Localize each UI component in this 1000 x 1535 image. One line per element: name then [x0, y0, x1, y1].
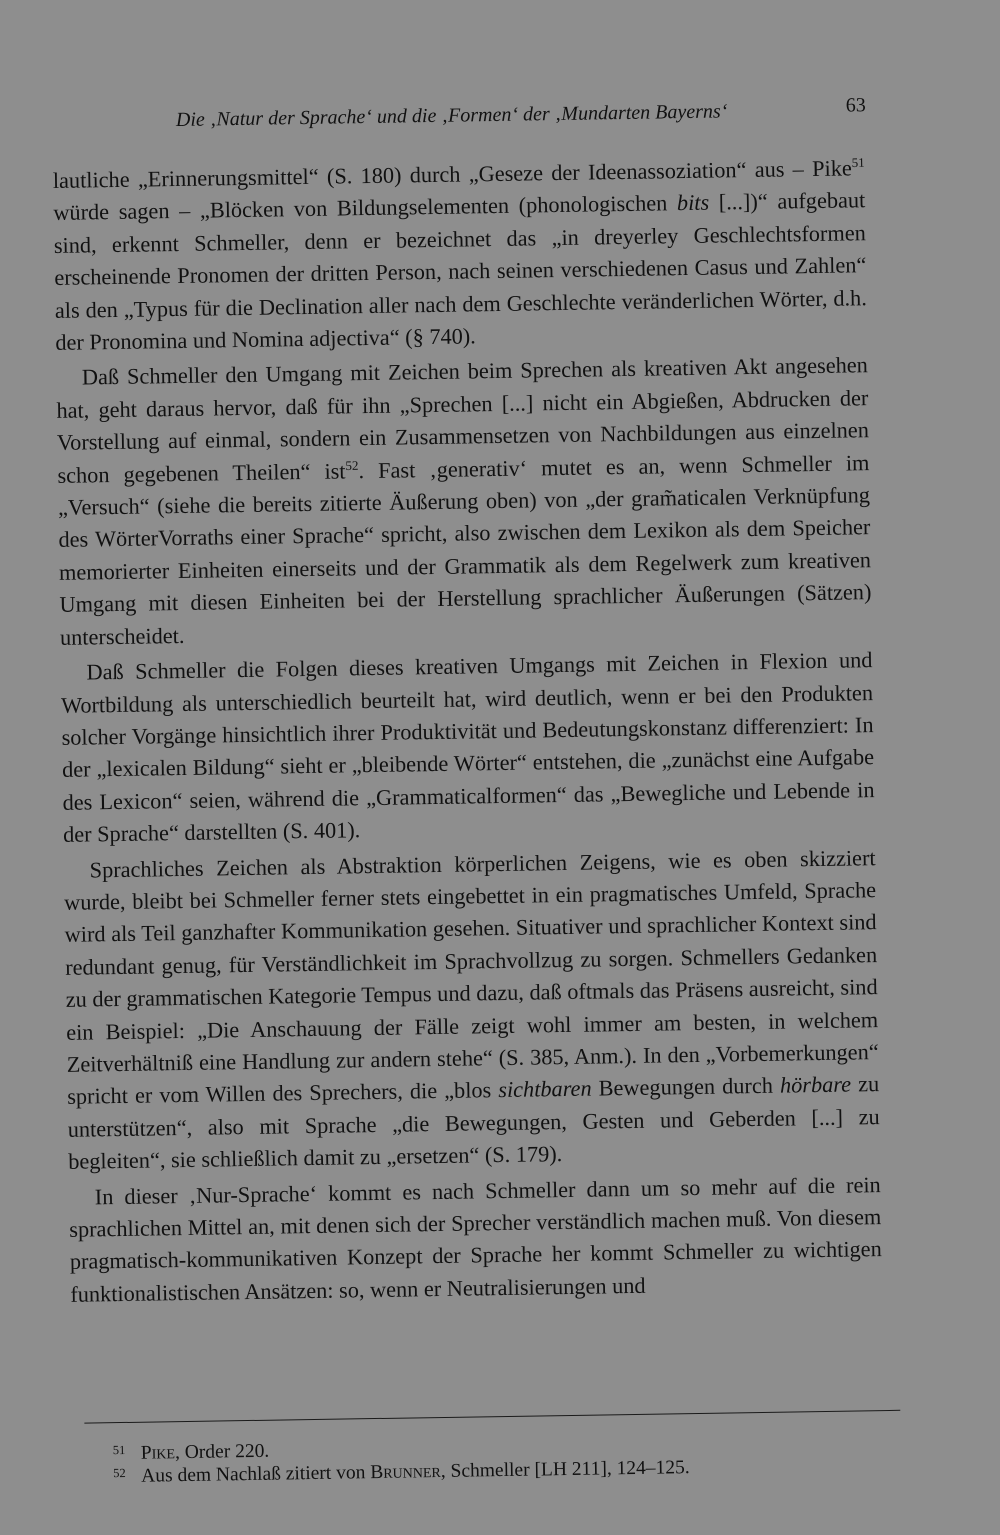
paragraph-2	[56, 350, 872, 654]
footnote-divider	[84, 1410, 900, 1424]
footnote-ref-51: 51	[851, 154, 865, 170]
paragraph-1-italic-bits: bits	[676, 190, 710, 216]
paragraph-1	[53, 152, 868, 359]
paragraph-4	[63, 842, 880, 1179]
paragraph-1-text-b: würde sagen – „Blöcken von Bildungselementen (phonologischen	[53, 190, 678, 226]
paragraph-1-text-a: lautliche „Erinnerungsmittel“ (S. 180) durch „Geseze der Ideenassoziation“ aus – Pike	[52, 155, 852, 193]
footnote-number: 52	[113, 1465, 126, 1481]
paragraph-2-text-a: Daß Schmeller den Umgang mit Zeichen beim Sprechen als kreativen Akt angesehen hat, geht daraus hervor, daß für ihn „Sprechen [...] nicht ein Abgießen, Abdrucken der Vorstellung auf einmal, sondern ein Zusammensetzen von Nachbildungen aus einzelnen schon gegebenen Theilen“ ist	[56, 352, 870, 488]
paragraph-1-text-d: [...])“ aufgebaut sind, erkennt Schmeller, denn er bezeichnet das „in dreyerley Geschlechtsformen erscheinende Pronomen der dritten Person, nach seinen verschiedenen Casus und Zahlen“ als den „Typus für die Declination aller nach dem Geschlechte veränderlichen Wörter, d.h. der Pronomina und Nomina adjectiva“ (§ 740).	[53, 187, 867, 355]
footnote-prefix: Aus dem Nachlaß zitiert von	[141, 1462, 371, 1487]
paragraph-2-text-b: . Fast ‚generativ‘ mutet es an, wenn Schmeller im „Versuch“ (siehe die bereits zitierte Äußerung oben) von „der gram̃aticalen Verknüpfung des WörterVorraths einer Sprache“ spricht, also zwischen dem Lexikon als dem Speicher memorierter Einheiten einerseits und der Grammatik als dem Regelwerk zum kreativen Umgang mit diesen Einheiten bei der Herstellung sprachlicher Äußerungen (Sätzen) unterscheidet.	[57, 449, 872, 650]
paragraph-3: Daß Schmeller die Folgen dieses kreativen Umgangs mit Zeichen in Flexion und Wortbildung als unterschiedlich beurteilt hat, wird deutlich, wenn er bei den Produkten solcher Vorgänge hinsichtlich ihrer Produktivität und Bedeutungskonstanz differenziert: In der „lexicalen Bildung“ sieht er „bleibende Wörter“ entstehen, die „zunächst eine Aufgabe des Lexicon“ seien, während die „Grammaticalformen“ das „Bewegliche und Lebende in der Sprache“ darstellten (S. 401).	[60, 647, 875, 847]
paragraph-4-text-e: zu unterstützen“, also mit Sprache „die Bewegungen, Gesten und Geberden [...] zu begleiten“, sie schließlich damit zu „ersetzen“ (S. 179).	[67, 1071, 880, 1175]
body-text	[53, 152, 883, 1311]
footnotes	[113, 1430, 874, 1488]
running-head: Die ‚Natur der Sprache‘ und die ‚Formen‘ der ‚Mundarten Bayerns‘	[175, 100, 728, 132]
page-number: 63	[845, 94, 866, 117]
page-header	[175, 94, 866, 139]
footnote-author: Pike	[140, 1442, 176, 1464]
paragraph-4-italic-hoerbare: hörbare	[779, 1071, 852, 1099]
footnote-text: , Schmeller [LH 211], 124–125.	[440, 1457, 690, 1483]
paragraph-4-text-a: Sprachliches Zeichen als Abstraktion körperlichen Zeigens, wie es oben skizziert wurde, bleibt bei Schmeller ferner stets eingebettet in ein pragmatisches Umfeld, Sprache wird als Teil ganzhafter Kommunikation gesehen. Situativer und sprachlicher Kontext sind redundant genug, für Verständlichkeit im Sprachvollzug zu sorgen. Schmellers Gedanken zu der grammatischen Kategorie Tempus und dazu, daß oftmals das Präsens ausreicht, sind ein Beispiel: „Die Anschauung der Fälle zeigt wohl immer am besten, in welchem Zeitverhältniß eine Handlung zur andern stehe“ (S. 385, Anm.). In den „Vorbemerkungen“ spricht er vom Willen des Sprechers, die „blos	[63, 844, 879, 1110]
footnote-author: Brunner	[370, 1461, 441, 1484]
footnote-ref-52: 52	[345, 457, 359, 473]
footnote-number: 51	[112, 1442, 126, 1458]
footnote-text: , Order 220.	[174, 1440, 270, 1464]
paragraph-4-italic-sichtbaren: sichtbaren	[498, 1075, 592, 1103]
paragraph-4-text-c: Bewegungen durch	[591, 1073, 781, 1101]
paragraph-5: In dieser ‚Nur-Sprache‘ kommt es nach Schmeller dann um so mehr auf die rein sprachlichen Mittel an, mit denen sich der Sprecher verständlich machen muß. Von diesem pragmatisch-kommunikativen Konzept der Sprache her kommt Schmeller zu wichtigen funktionalistischen Ansätzen: so, wenn er Neutralisierungen und	[69, 1171, 882, 1307]
